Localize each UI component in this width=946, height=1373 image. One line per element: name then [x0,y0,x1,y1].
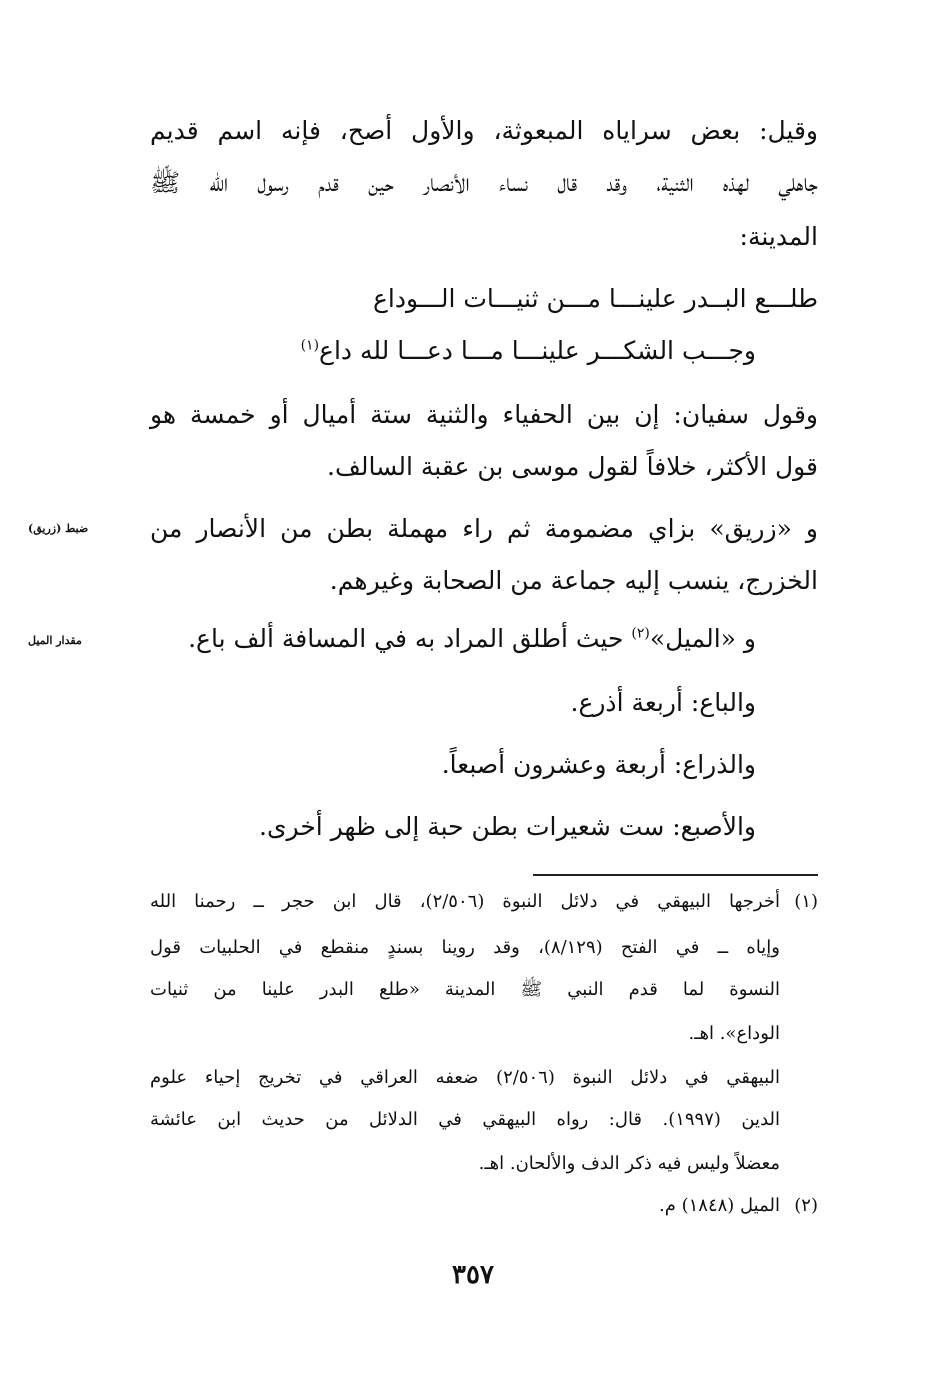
footnote-1-line-4: الوداع». اهـ. [688,1023,780,1044]
zurayq-line-2: الخزرج، ينسب إليه جماعة من الصحابة وغيرهم. [329,566,818,595]
body-line-3: المدينة: [739,222,818,251]
zurayq-line-1: و «زريق» بزاي مضمومة ثم راء مهملة بطن من الأنصار من [150,514,818,543]
mil-line [188,622,756,656]
footnote-2-number: (٢) [794,1195,818,1216]
footnote-1-number: (١) [794,891,818,912]
sufyan-line-2: قول الأكثر، خلافاً لقول موسى بن عقبة السالف. [327,452,818,481]
mil-definition: حيث أطلق المراد به في المسافة ألف باع. [188,624,632,653]
margin-note-mil: مقدار الميل [28,634,82,647]
footnote-1-line-3: النسوة لما قدم النبي ﷺ المدينة «طلع البدر علينا من ثنيات [150,979,780,1000]
measure-asba: والأصبع: ست شعيرات بطن حبة إلى ظهر أخرى. [259,812,756,841]
footnote-separator [533,874,818,876]
footnote-1-line-1: أخرجها البيهقي في دلائل النبوة (٢/٥٠٦)، قال ابن حجر ــ رحمنا الله [150,891,780,912]
footnote-2-text: الميل (١٨٤٨) م. [659,1195,780,1216]
footnote-1-extra-1: البيهقي في دلائل النبوة (٢/٥٠٦) ضعفه العراقي في تخريج إحياء علوم [150,1067,780,1088]
page-number: ٣٥٧ [452,1260,494,1290]
measure-dhira: والذراع: أربعة وعشرون أصبعاً. [441,750,756,779]
sufyan-line-1: وقول سفيان: إن بين الحفياء والثنية ستة أميال أو خمسة هو [150,400,818,429]
footnote-1-line-2: وإياه ــ في الفتح (٨/١٢٩)، وقد روينا بسندٍ منقطع في الحلبيات قول [150,937,781,958]
body-line-1: وقيل: بعض سراياه المبعوثة، والأول أصح، فإنه اسم قديم [150,116,818,145]
footnote-1-extra-2: الدين (١٩٩٧). قال: رواه البيهقي في الدلائل من حديث ابن عائشة [150,1109,780,1130]
body-line-2: جاهلي لهذه الثنية، وقد قال نساء الأنصار حين قدم رسول الله ﷺ [150,168,818,197]
footnote-ref-1[interactable]: (١) [300,337,320,354]
measure-ba: والباع: أربعة أذرع. [570,688,756,717]
mil-term: و «الميل» [649,624,756,653]
poem-line-2 [301,334,756,368]
poem-line-1: طلـــع البــدر علينـــا مـــن ثنيـــات الـــوداع [372,284,818,313]
footnote-1-extra-3: معضلاً وليس فيه ذكر الدف والألحان. اهـ. [478,1153,780,1174]
footnote-ref-2[interactable]: (٢) [631,625,650,642]
poem-line-2-text: وجـــب الشكـــر علينـــا مـــا دعـــا لله داع [319,336,756,365]
margin-note-zurayq: ضبط (زريق) [28,522,89,535]
